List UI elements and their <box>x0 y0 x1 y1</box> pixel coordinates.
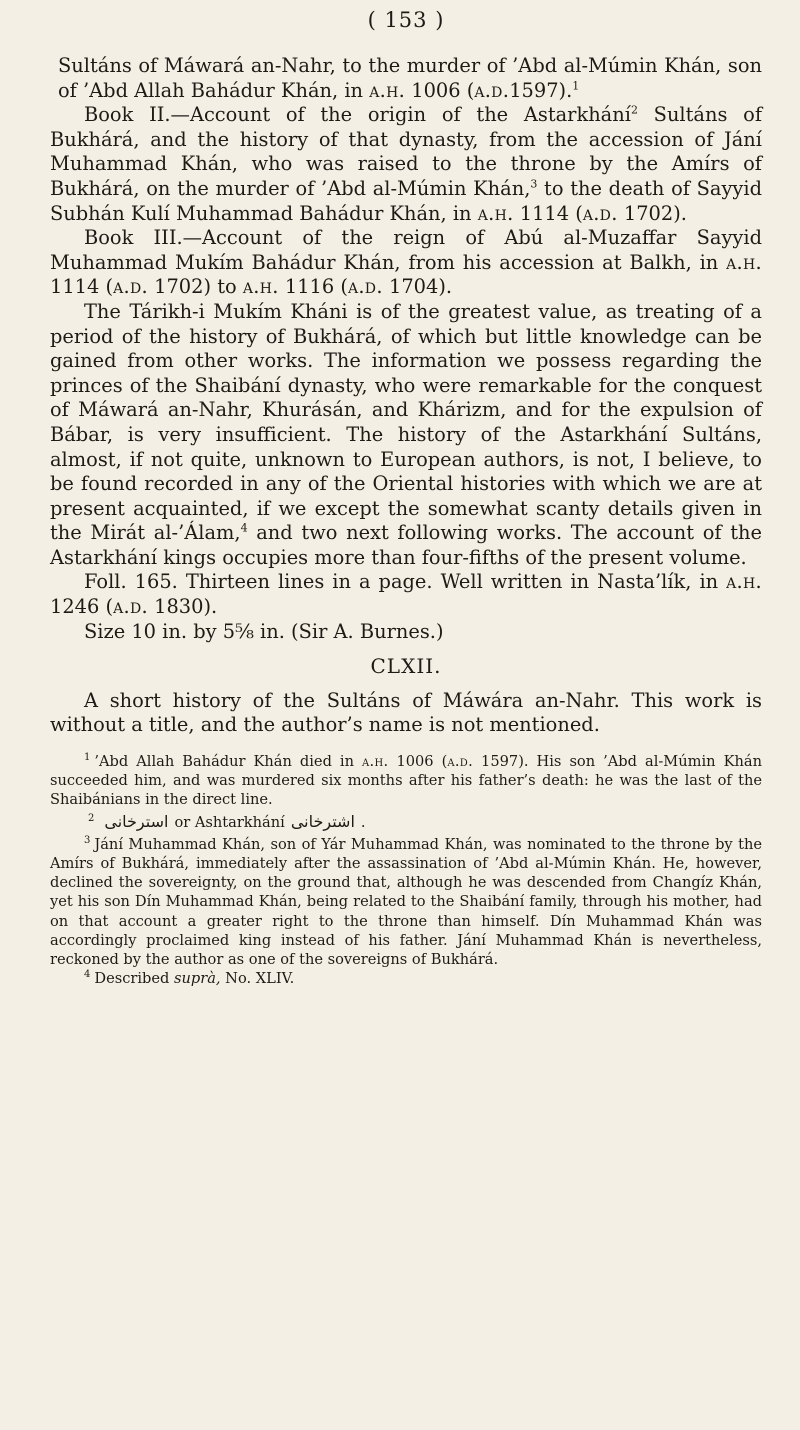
text-run: 1246 ( <box>50 595 114 619</box>
arabic-term: اشترخانی <box>290 811 355 831</box>
text-run: A short history of the Sultáns of Máwára an-Nahr. This work is without a title, and the author’s name is not mentioned. <box>50 688 762 737</box>
text-run: Foll. 165. Thirteen lines in a page. Well written in Nasta’lík, in <box>84 570 727 594</box>
footnote-mark: 4 <box>84 969 91 981</box>
text-run: 1114 ( <box>513 201 583 225</box>
era-abbrev: a.d. <box>474 78 510 102</box>
era-abbrev: a.d. <box>447 753 474 771</box>
text-run: 1702) to <box>147 275 243 299</box>
section-heading: CLXII. <box>370 654 442 679</box>
era-abbrev: a.d. <box>113 595 148 619</box>
paragraph-clxii <box>50 689 762 738</box>
era-abbrev: a.h. <box>362 753 389 771</box>
text-run: 1830). <box>147 595 218 619</box>
document-page <box>50 8 762 988</box>
text-run: Sultáns of Máwará an-Nahr, to the murder of ’Abd al-Múmin Khán, son of ’Abd Allah Bahádur Khán, in <box>58 54 762 102</box>
paragraph-book-iii <box>50 226 762 300</box>
text-run: or Ashtarkhání <box>174 813 285 831</box>
paragraph-book-ii <box>50 103 762 226</box>
text-run: Described <box>94 970 174 988</box>
text-run: No. XLIV. <box>220 970 295 988</box>
footnote-1 <box>50 752 762 810</box>
text-run: 1597). His son ’Abd al-Múmin Khán succeeded him, and was murdered six months after his father’s death: he was the last of the Shaibánians in the direct line. <box>50 753 762 809</box>
footnote-ref[interactable]: 1 <box>572 79 580 93</box>
footnote-ref[interactable]: 3 <box>530 177 538 191</box>
footnote-2 <box>50 812 762 832</box>
page-number: ( 153 ) <box>367 8 445 32</box>
paragraph-book-i-continued <box>50 54 762 103</box>
main-text <box>50 54 762 738</box>
footnote-3 <box>50 835 762 969</box>
footnote-mark: 2 <box>88 812 95 824</box>
text-run: . <box>360 813 366 831</box>
footnote-ref[interactable]: 2 <box>630 103 638 117</box>
footnote-4 <box>50 969 762 988</box>
text-run: 1702). <box>617 201 687 225</box>
text-run: 1114 ( <box>50 275 114 299</box>
text-run: 1597). <box>509 78 573 102</box>
text-run: The Tárikh-i Mukím Kháni is of the greatest value, as treating of a period of the history of Bukhárá, of which but little knowledge can be gained from other works. The information we possess regarding the princes of the Shaibání dynasty, who were remarkable for the conquest of Máwará an-Nahr, Khurásán, and Khárizm, and for the expulsion of Bábar, is very insufficient. The history of the Astarkhání Sultáns, almost, if not quite, unknown to European authors, is not, I believe, to be found recorded in any of the Oriental histories with which we are at present acquainted, if we except the somewhat scanty details given in the Mirát al-’Álam, <box>50 299 762 545</box>
era-abbrev: a.d. <box>113 275 148 299</box>
text-run: 1006 ( <box>388 753 448 771</box>
era-abbrev: a.h. <box>726 250 762 274</box>
text-run: 1006 ( <box>405 78 475 102</box>
footnote-mark: 1 <box>84 752 91 764</box>
text-run: and two next following works. The account of the Astarkhání kings occupies more than four-fifths of the present volume. <box>50 521 763 569</box>
paragraph-size <box>50 620 762 645</box>
text-run: to the death of Sayyid Subhán Kulí Muhammad Bahádur Khán, in <box>50 176 762 225</box>
era-abbrev: a.h. <box>369 78 406 102</box>
footnotes <box>50 752 762 988</box>
era-abbrev: a.d. <box>347 275 383 299</box>
footnote-mark: 3 <box>84 834 91 846</box>
era-abbrev: a.h. <box>242 275 279 299</box>
text-run: Jání Muhammad Khán, son of Yár Muhammad Khán, was nominated to the throne by the Amírs of Bukhárá, immediately after the assassination of ’Abd al-Múmin Khán. He, however, declined the sovereignty, on the ground that, although he was descended from Changíz Khán, yet his son Dín Muhammad Khán, being related to the Shaibání family, through his mother, had on that account a greater right to the throne than himself. Dín Muhammad Khán was accordingly proclaimed king instead of his father. Jání Muhammad Khán is nevertheless, reckoned by the author as one of the sovereigns of Bukhárá. <box>50 835 762 969</box>
text-run-italic: suprà, <box>173 970 221 988</box>
text-run: Book II.—Account of the origin of the Astarkhání <box>84 103 631 127</box>
text-run: Sultáns of Bukhárá, and the history of that dynasty, from the accession of Jání Muhammad Khán, who was raised to the throne by the Amírs of Bukhárá, on the murder of ’Abd al-Múmin Khán, <box>50 103 762 200</box>
era-abbrev: a.h. <box>477 201 514 225</box>
text-run: ’Abd Allah Bahádur Khán died in <box>94 753 363 771</box>
arabic-term: استرخانی <box>104 811 169 831</box>
footnote-ref[interactable]: 4 <box>240 521 248 535</box>
era-abbrev: a.h. <box>726 570 762 594</box>
text-run: Size 10 in. by 5⅝ in. (Sir A. Burnes.) <box>84 619 444 643</box>
text-run: 1116 ( <box>278 275 348 299</box>
text-run: 1704). <box>382 275 453 299</box>
paragraph-description <box>50 300 762 571</box>
era-abbrev: a.d. <box>582 201 618 225</box>
paragraph-folios <box>50 570 762 619</box>
text-run: Book III.—Account of the reign of Abú al-Muzaffar Sayyid Muhammad Mukím Bahádur Khán, from his accession at Balkh, in <box>50 226 762 274</box>
